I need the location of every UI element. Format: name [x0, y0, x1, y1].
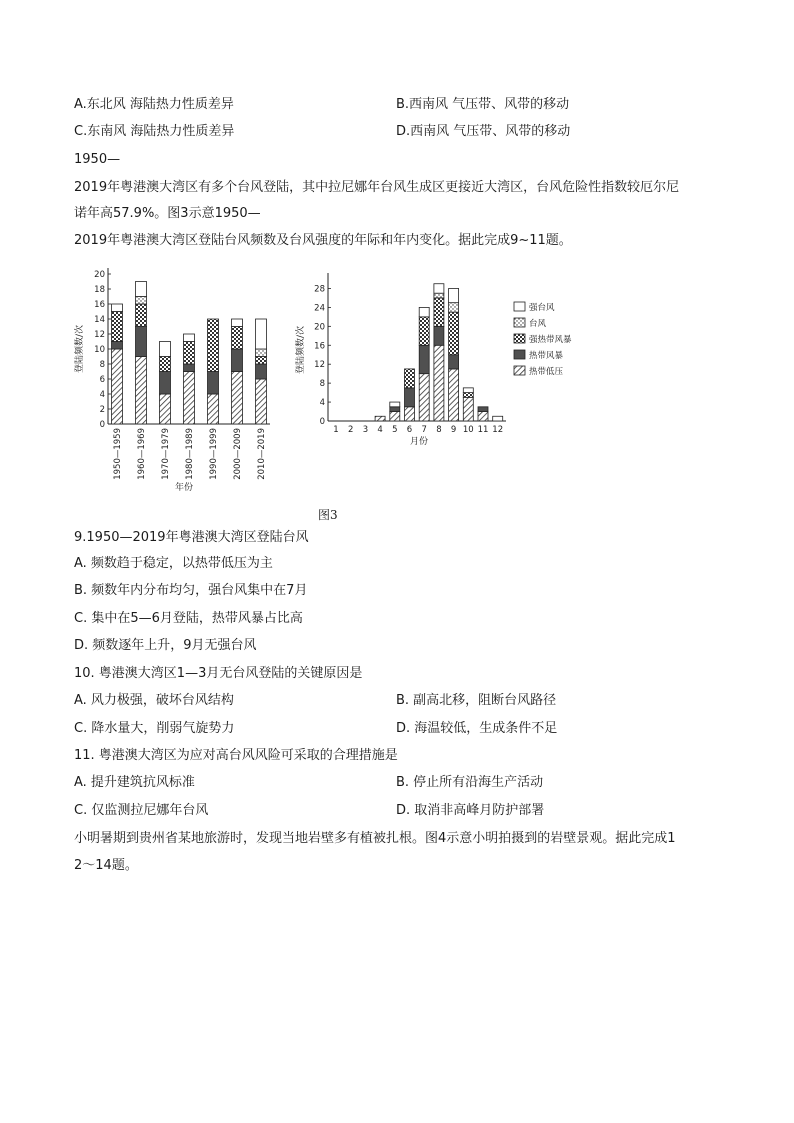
bar-segment — [419, 307, 429, 316]
y-tick-label: 6 — [99, 375, 105, 385]
bar-segment — [256, 379, 267, 424]
y-axis-label: 登陆频数/次 — [75, 324, 85, 374]
y-tick-label: 2 — [99, 405, 105, 415]
legend-label: 强台风 — [529, 303, 555, 313]
bar-segment — [136, 327, 147, 357]
y-tick-label: 12 — [314, 360, 325, 371]
bar-segment — [434, 298, 444, 326]
x-tick-label: 2000—2009 — [233, 428, 243, 480]
y-tick-label: 10 — [94, 345, 105, 355]
bar-segment — [184, 364, 195, 372]
bar-segment — [449, 369, 459, 421]
q10-option-a: A. 风力极强，破坏台风结构 — [74, 693, 234, 708]
bar-segment — [419, 317, 429, 345]
bar-segment — [112, 349, 123, 424]
bar-segment — [136, 357, 147, 425]
bar-segment — [256, 349, 267, 357]
q11-stem: 11. 粤港澳大湾区为应对高台风风险可采取的合理措施是 — [74, 748, 398, 763]
y-tick-label: 4 — [319, 398, 325, 409]
bar-segment — [419, 374, 429, 421]
y-tick-label: 20 — [94, 270, 105, 280]
x-axis-label: 月份 — [409, 437, 429, 447]
bar-segment — [160, 357, 171, 372]
bar-segment — [136, 297, 147, 305]
bar-segment — [112, 312, 123, 342]
y-tick-label: 18 — [94, 285, 105, 295]
bar-segment — [208, 319, 219, 372]
q8-option-c: C.东南风 海陆热力性质差异 — [74, 124, 235, 139]
q11-option-d: D. 取消非高峰月防护部署 — [396, 803, 545, 818]
bar-segment — [478, 407, 488, 412]
bar-segment — [405, 407, 415, 421]
y-tick-label: 20 — [314, 322, 325, 333]
passage2-line-1: 小明暑期到贵州省某地旅游时，发现当地岩壁多有植被扎根。图4示意小明拍摄到的岩壁景观。据此完成1 — [74, 831, 676, 846]
bar-segment — [390, 402, 400, 407]
y-tick-label: 28 — [314, 284, 325, 295]
passage2-line-2: 2～14题。 — [74, 858, 138, 873]
q10-option-b: B. 副高北移，阻断台风路径 — [396, 693, 557, 708]
q11-option-b: B. 停止所有沿海生产活动 — [396, 775, 544, 790]
x-tick-label: 1960—1969 — [137, 428, 147, 480]
figure-3-charts — [70, 258, 572, 498]
x-tick-label: 1970—1979 — [161, 428, 171, 480]
passage-line-4: 2019年粤港澳大湾区登陆台风频数及台风强度的年际和年内变化。据此完成9~11题。 — [74, 233, 572, 248]
legend-label: 热带低压 — [529, 367, 564, 377]
bar-segment — [256, 319, 267, 349]
bar-segment — [184, 342, 195, 365]
bar-segment — [136, 304, 147, 327]
bar-segment — [375, 416, 385, 421]
bar-segment — [463, 397, 473, 421]
bar-segment — [449, 303, 459, 312]
x-tick-label: 9 — [450, 425, 457, 435]
bar-segment — [160, 372, 171, 395]
bar-segment — [256, 364, 267, 379]
x-tick-label: 3 — [362, 425, 369, 435]
q9-stem: 9.1950—2019年粤港澳大湾区登陆台风 — [74, 530, 309, 545]
x-tick-label: 6 — [406, 425, 413, 435]
y-tick-label: 0 — [319, 417, 325, 427]
legend-swatch — [514, 334, 525, 343]
bar-segment — [434, 293, 444, 298]
y-tick-label: 0 — [99, 420, 105, 430]
bar-segment — [390, 407, 400, 412]
bar-segment — [160, 342, 171, 357]
x-tick-label: 1 — [333, 425, 339, 435]
chart-decadal — [73, 268, 270, 493]
q9-option-a: A. 频数趋于稳定，以热带低压为主 — [74, 556, 273, 571]
bar-segment — [232, 319, 243, 327]
q9-option-d: D. 频数逐年上升，9月无强台风 — [74, 638, 257, 653]
passage-line-1: 1950— — [74, 152, 121, 167]
q8-option-d: D.西南风 气压带、风带的移动 — [396, 124, 571, 139]
chart-legend — [514, 302, 572, 377]
x-tick-label: 1980—1989 — [185, 428, 195, 480]
chart-monthly — [294, 273, 506, 447]
bar-segment — [449, 288, 459, 302]
q10-option-d: D. 海温较低，生成条件不足 — [396, 721, 558, 736]
x-tick-label: 1990—1999 — [209, 428, 219, 480]
bar-segment — [449, 355, 459, 369]
x-axis-label: 年份 — [174, 483, 194, 493]
bar-segment — [434, 284, 444, 293]
passage-line-3: 诺年高57.9%。图3示意1950— — [74, 206, 261, 221]
legend-swatch — [514, 302, 525, 311]
y-tick-label: 8 — [319, 379, 325, 390]
bar-segment — [463, 393, 473, 398]
legend-label: 台风 — [529, 319, 547, 329]
q11-option-a: A. 提升建筑抗风标准 — [74, 775, 195, 790]
x-tick-label: 7 — [421, 425, 427, 435]
bar-segment — [232, 372, 243, 425]
bar-segment — [160, 394, 171, 424]
legend-label: 强热带风暴 — [529, 335, 572, 345]
bar-segment — [184, 334, 195, 342]
q11-option-c: C. 仅监测拉尼娜年台风 — [74, 803, 209, 818]
y-axis-label: 登陆频数/次 — [296, 325, 306, 375]
bar-segment — [493, 416, 503, 421]
y-tick-label: 16 — [94, 300, 105, 310]
y-tick-label: 4 — [99, 390, 105, 400]
y-tick-label: 16 — [314, 341, 325, 352]
bar-segment — [405, 369, 415, 388]
bar-segment — [434, 326, 444, 345]
x-tick-label: 1950—1959 — [113, 428, 123, 480]
figure-caption: 图3 — [318, 508, 338, 522]
y-tick-label: 8 — [99, 360, 105, 370]
legend-swatch — [514, 350, 525, 359]
passage-line-2: 2019年粤港澳大湾区有多个台风登陆，其中拉尼娜年台风生成区更接近大湾区，台风危险性指数较厄尔尼 — [74, 180, 680, 195]
bar-segment — [449, 312, 459, 355]
q8-option-b: B.西南风 气压带、风带的移动 — [396, 97, 570, 112]
bar-segment — [184, 372, 195, 425]
q10-option-c: C. 降水量大，削弱气旋势力 — [74, 721, 235, 736]
bar-segment — [112, 342, 123, 350]
q8-option-a: A.东北风 海陆热力性质差异 — [74, 97, 234, 112]
bar-segment — [434, 345, 444, 421]
q9-option-c: C. 集中在5—6月登陆，热带风暴占比高 — [74, 611, 303, 626]
x-tick-label: 10 — [462, 425, 474, 435]
q9-option-b: B. 频数年内分布均匀，强台风集中在7月 — [74, 583, 308, 598]
bar-segment — [112, 304, 123, 312]
bar-segment — [208, 394, 219, 424]
bar-segment — [208, 372, 219, 395]
bar-segment — [256, 357, 267, 365]
x-tick-label: 2 — [347, 425, 354, 435]
x-tick-label: 12 — [492, 425, 504, 435]
x-tick-label: 2010—2019 — [257, 428, 267, 480]
y-tick-label: 24 — [314, 303, 325, 314]
bar-segment — [390, 412, 400, 421]
bar-segment — [136, 282, 147, 297]
legend-label: 热带风暴 — [529, 351, 564, 361]
bar-segment — [478, 412, 488, 421]
x-tick-label: 8 — [436, 425, 442, 435]
y-tick-label: 12 — [94, 330, 105, 340]
legend-swatch — [514, 318, 525, 327]
x-tick-label: 4 — [377, 425, 383, 435]
bar-segment — [232, 327, 243, 350]
y-tick-label: 14 — [94, 315, 105, 325]
bar-segment — [419, 345, 429, 373]
bar-segment — [405, 388, 415, 407]
legend-swatch — [514, 366, 525, 375]
x-tick-label: 11 — [477, 425, 489, 435]
q10-stem: 10. 粤港澳大湾区1—3月无台风登陆的关键原因是 — [74, 666, 363, 681]
bar-segment — [232, 349, 243, 372]
bar-segment — [463, 388, 473, 393]
x-tick-label: 5 — [392, 425, 398, 435]
